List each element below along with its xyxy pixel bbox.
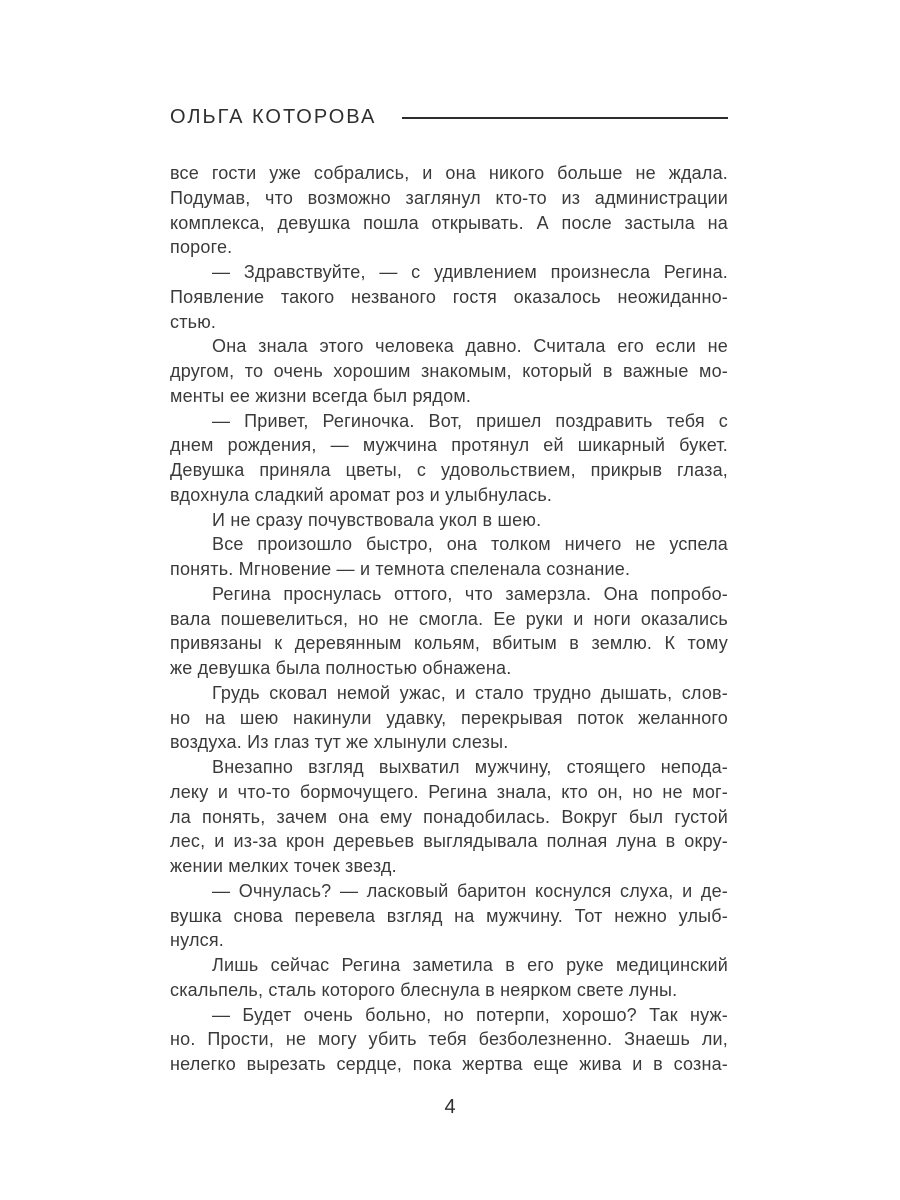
page-header [170,106,728,129]
text-line: воздуха. Из глаз тут же хлынули слезы. [170,732,509,753]
text-line: но. Прости, не могу убить тебя безболезненно. Знаешь ли, [170,1029,728,1050]
paragraph [170,161,728,260]
text-line: — Привет, Региночка. Вот, пришел поздравить тебя с [212,410,728,431]
paragraph [170,334,728,408]
text-line: Девушка приняла цветы, с удовольствием, прикрыв глаза, [170,460,728,480]
text-line: ла понять, зачем она ему понадобилась. Вокруг был густой [170,806,728,827]
paragraph [170,953,728,1003]
text-line: привязаны к деревянным кольям, вбитым в землю. К тому [170,633,728,654]
paragraph [170,879,728,953]
text-line: днем рождения, — мужчина протянул ей шикарный букет. [170,435,728,456]
text-line: Внезапно взгляд выхватил мужчину, стоящего непода- [212,757,728,777]
paragraph [170,755,728,879]
text-line: нулся. [170,930,224,951]
text-line: скальпель, сталь которого блеснула в неярком свете луны. [170,979,678,1000]
text-line: лес, и из-за крон деревьев выглядывала полная луна в окру- [170,831,728,852]
text-line: пороге. [170,237,233,258]
text-line: жении мелких точек звезд. [170,856,397,876]
text-line: все гости уже собрались, и она никого больше не ждала. [170,163,728,183]
paragraph [170,582,728,681]
text-line: — Будет очень больно, но потерпи, хорошо? Так нуж- [212,1004,728,1025]
text-line: леку и что-то бормочущего. Регина знала, кто он, но не мог- [170,781,728,802]
paragraph [170,1003,728,1077]
text-line: другом, то очень хорошим знакомым, который в важные мо- [170,361,728,381]
text-line: Появление такого незваного гостя оказалось неожиданно- [170,286,728,307]
text-line: вала пошевелиться, но не смогла. Ее руки и ноги оказались [170,608,728,629]
text-line: но на шею накинули удавку, перекрывая поток желанного [170,707,728,728]
text-line: комплекса, девушка пошла открывать. А после застыла на [170,212,728,233]
paragraph [170,681,728,755]
header-rule [402,117,728,119]
page-number: 4 [444,1096,456,1118]
text-line: нелегко вырезать сердце, пока жертва еще жива и в созна- [170,1054,728,1074]
text-line: вдохнула сладкий аромат роз и улыбнулась. [170,484,553,505]
text-line: стью. [170,311,217,332]
text-line: вушка снова перевела взгляд на мужчину. Тот нежно улыб- [170,905,728,926]
text-line: понять. Мгновение — и темнота спеленала сознание. [170,559,631,579]
text-line: Грудь сковал немой ужас, и стало трудно дышать, слов- [212,682,728,703]
paragraph [170,409,728,508]
text-line: — Здравствуйте, — с удивлением произнесла Регина. [212,262,728,282]
text-line: Она знала этого человека давно. Считала его если не [212,336,728,357]
text-line: Регина проснулась оттого, что замерзла. Она попробо- [212,583,728,604]
text-line: же девушка была полностью обнажена. [170,658,512,678]
text-line: Подумав, что возможно заглянул кто-то из администрации [170,187,728,208]
paragraph [170,532,728,582]
paragraph [170,508,728,533]
text-line: менты ее жизни всегда был рядом. [170,385,472,406]
paragraph [170,260,728,334]
text-block [170,161,728,1077]
text-line: — Очнулась? — ласковый баритон коснулся слуха, и де- [212,880,728,901]
text-line: Все произошло быстро, она толком ничего не успела [212,534,728,555]
text-line: Лишь сейчас Регина заметила в его руке медицинский [212,955,728,975]
text-line: И не сразу почувствовала укол в шею. [212,509,542,530]
author-header: ОЛЬГА КОТОРОВА [170,106,377,128]
